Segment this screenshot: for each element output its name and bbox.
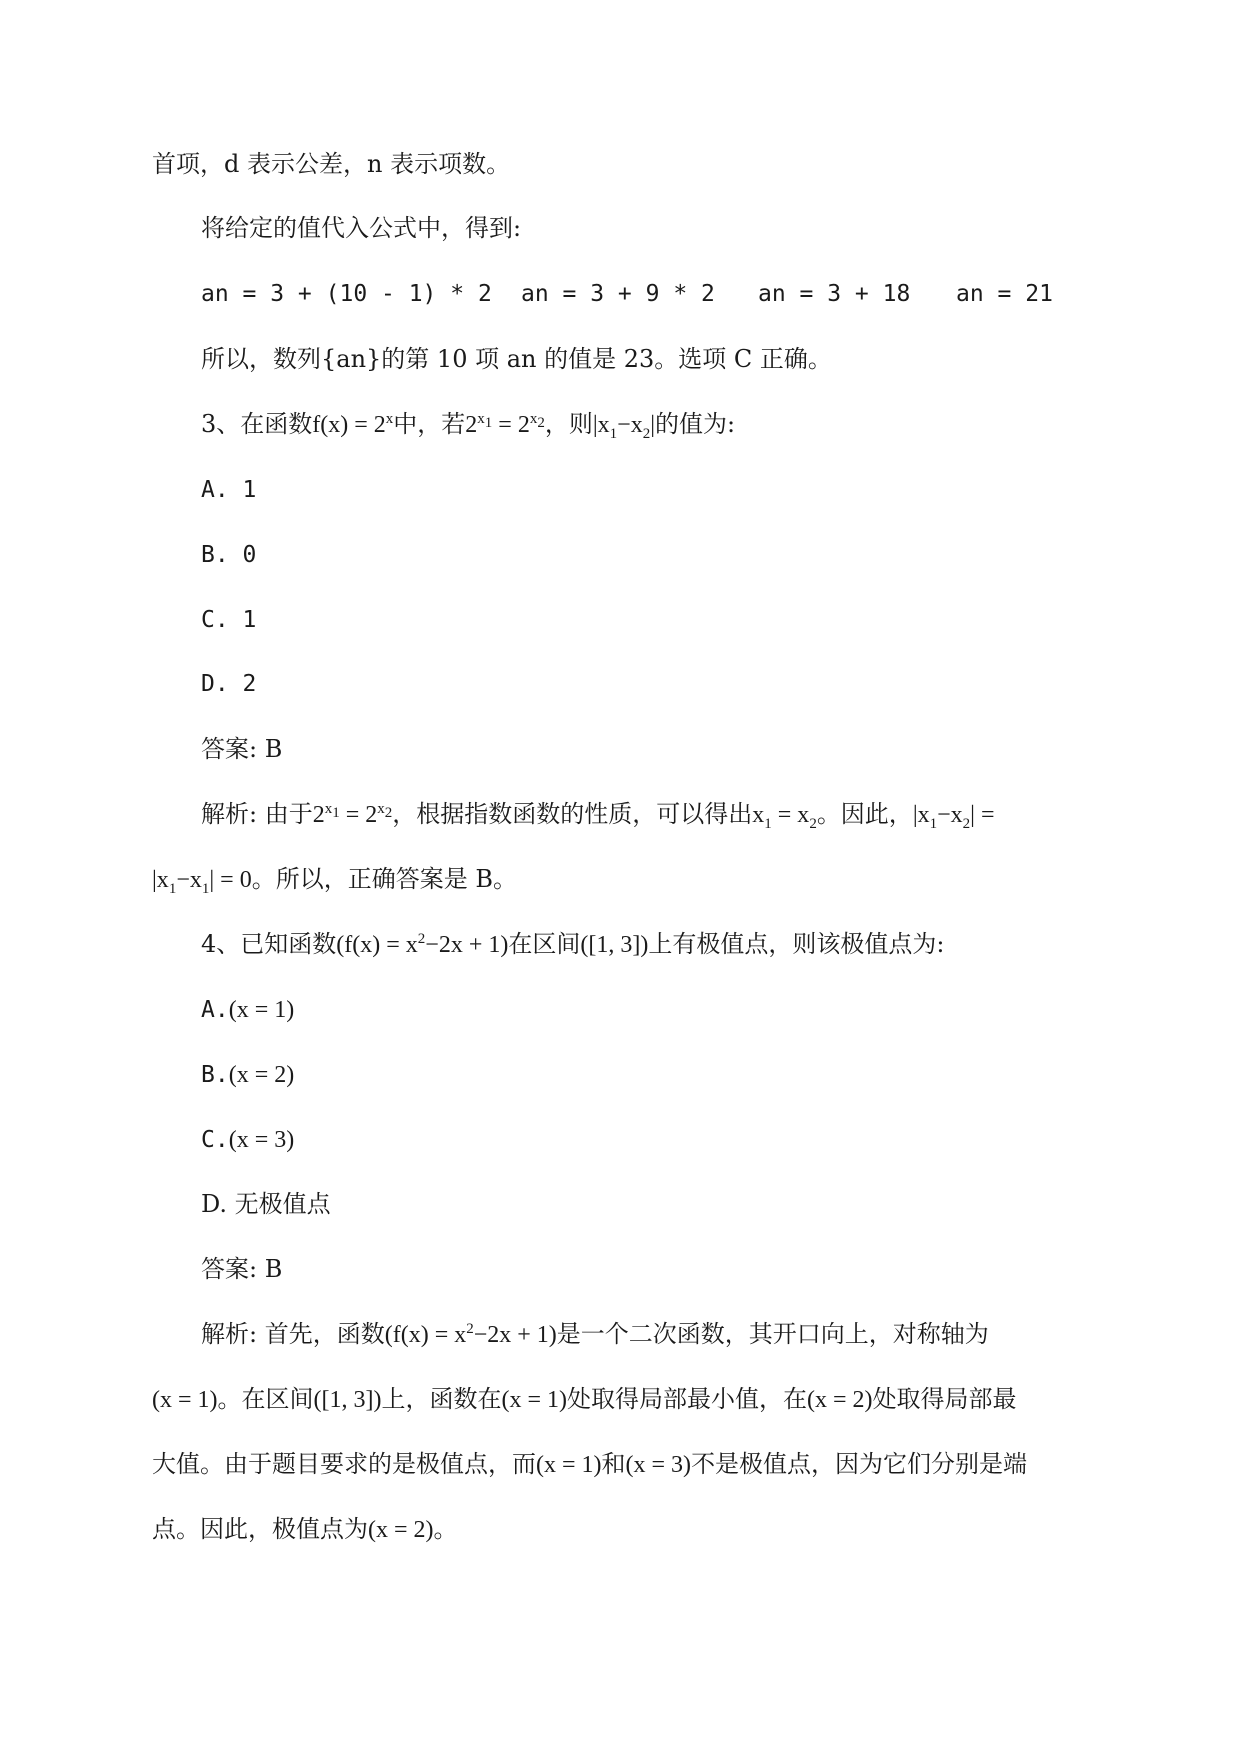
text-fragment: 中，若 <box>393 410 466 438</box>
explanation <box>152 1513 458 1546</box>
text-fragment: 。因此， <box>816 800 913 828</box>
text-fragment: 。在区间 <box>217 1385 314 1413</box>
math-formula: $|x_1-x_1| = 0$ <box>152 867 252 897</box>
math-formula: $(f(x) = x^2-2x + 1)$ <box>336 931 509 958</box>
text-fragment: 3、在函数 <box>201 410 313 438</box>
question-3 <box>201 408 735 441</box>
option-b: B. 0 <box>201 542 257 568</box>
text-fragment: 处取得局部最 <box>872 1385 1017 1413</box>
equation: an = 3 + 9 * 2 <box>521 281 715 307</box>
text-fragment: ，则 <box>544 410 593 438</box>
text-fragment: 是一个二次函数，其开口向上，对称轴为 <box>556 1320 989 1348</box>
math-formula: $|x_1-x_2|$ <box>592 412 656 442</box>
explanation <box>152 1383 1017 1416</box>
math-formula: (x = 2) <box>228 1062 295 1088</box>
option-label: B. <box>201 1062 229 1088</box>
option-c <box>201 1123 294 1156</box>
answer: 答案: B <box>201 735 283 763</box>
math-formula: (x = 1) <box>228 997 295 1023</box>
option-d: D. 2 <box>201 671 257 697</box>
option-c: C. 1 <box>201 607 257 633</box>
math-formula: $2^{x_1} = 2^{x_2}$ <box>465 411 545 438</box>
text-line: 所以，数列{an}的第 10 项 an 的值是 23。选项 C 正确。 <box>201 345 832 373</box>
text-fragment: 上，函数在 <box>381 1385 502 1413</box>
text-line: 首项，d 表示公差，n 表示项数。 <box>152 150 511 178</box>
question-4 <box>201 928 944 961</box>
option-a: A. 1 <box>201 477 257 503</box>
option-b <box>201 1058 294 1091</box>
text-fragment: 解析: 由于 <box>201 800 313 828</box>
text-fragment: 。所以，正确答案是 B。 <box>251 865 517 893</box>
option-label: C. <box>201 1127 229 1153</box>
text-fragment: 处取得局部最小值，在 <box>567 1385 808 1413</box>
math-formula: (x = 1) <box>501 1387 568 1413</box>
math-formula: $|x_1-x_2|$ = <box>912 802 995 832</box>
math-formula: (x = 3) <box>228 1127 295 1153</box>
equation: an = 3 + (10 - 1) * 2 <box>201 281 492 307</box>
option-label: A. <box>201 997 229 1023</box>
math-formula: (x = 2) <box>807 1387 873 1413</box>
math-formula: $(f(x) = x^2-2x + 1)$ <box>384 1321 557 1348</box>
text-fragment: ，根据指数函数的性质，可以得出 <box>392 800 753 828</box>
math-formula: ([1, 3]) <box>580 932 649 958</box>
math-formula: (x = 3) <box>625 1452 692 1478</box>
answer: 答案: B <box>201 1255 283 1283</box>
math-formula: $2^{x_1} = 2^{x_2}$ <box>312 801 393 828</box>
text-fragment: 解析: 首先，函数 <box>201 1320 385 1348</box>
text-fragment: 的值为: <box>655 410 736 438</box>
option-d: D. 无极值点 <box>201 1190 331 1218</box>
math-formula: $x_1 = x_2$ <box>752 802 817 832</box>
text-fragment: 。 <box>433 1515 458 1543</box>
text-fragment: 上有极值点，则该极值点为: <box>648 930 945 958</box>
math-formula: (x = 2) <box>368 1517 434 1543</box>
equation: an = 3 + 18 <box>758 281 911 307</box>
explanation <box>201 1318 989 1351</box>
math-formula: $f(x) = 2^x$ <box>312 411 394 438</box>
text-fragment: 和 <box>601 1450 626 1478</box>
math-formula: (x = 1) <box>536 1452 602 1478</box>
math-formula: (x = 1) <box>152 1387 218 1413</box>
text-line: 将给定的值代入公式中，得到: <box>201 214 522 242</box>
text-fragment: 不是极值点，因为它们分别是端 <box>691 1450 1028 1478</box>
text-fragment: 在区间 <box>508 930 581 958</box>
text-fragment: 4、已知函数 <box>201 930 337 958</box>
text-fragment: 大值。由于题目要求的是极值点，而 <box>152 1450 536 1478</box>
explanation <box>201 798 995 831</box>
text-fragment: 点。因此，极值点为 <box>152 1515 368 1543</box>
option-a <box>201 993 294 1026</box>
equation: an = 21 <box>956 281 1053 307</box>
explanation <box>152 1448 1027 1481</box>
math-formula: ([1, 3]) <box>313 1387 382 1413</box>
explanation <box>152 863 517 896</box>
